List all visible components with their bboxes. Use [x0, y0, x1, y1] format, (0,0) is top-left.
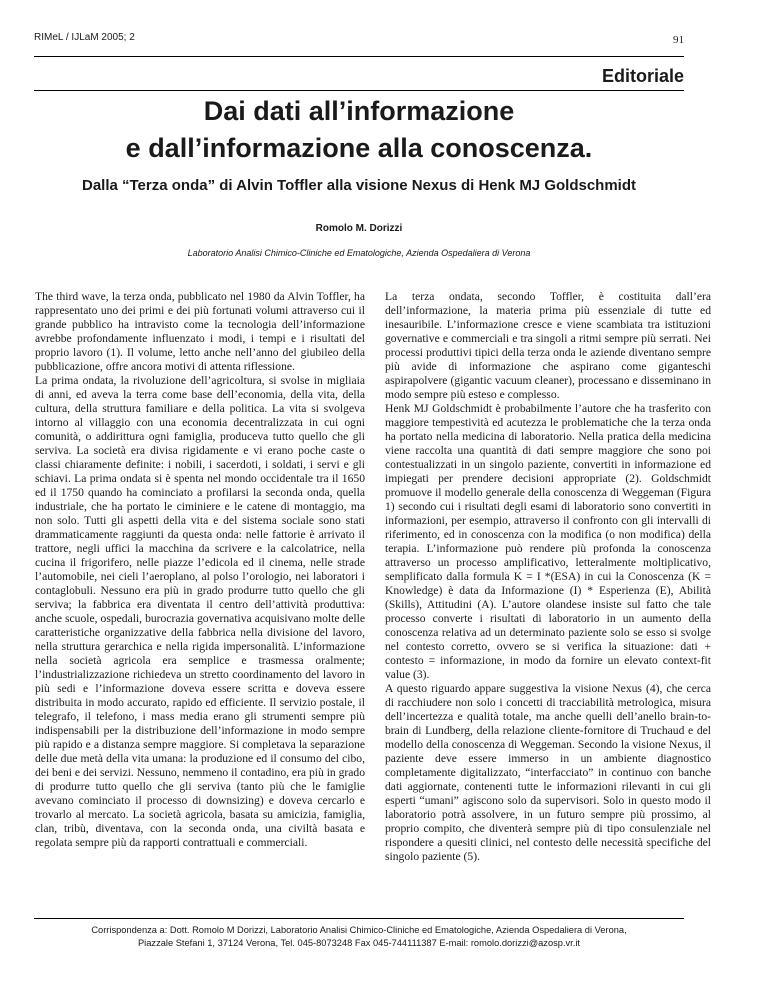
- author-affiliation: Laboratorio Analisi Chimico-Cliniche ed Ematologiche, Azienda Ospedaliera di Verona: [187, 248, 531, 258]
- correspondence-line-1: Corrispondenza a: Dott. Romolo M Dorizzi, Laboratorio Analisi Chimico-Cliniche ed Ematologiche, Azienda Ospedaliera di Verona,: [91, 925, 627, 935]
- section-rule: [34, 90, 684, 91]
- author-name: Romolo M. Dorizzi: [315, 223, 403, 234]
- page-number: 91: [673, 34, 684, 46]
- body-paragraph: A questo riguardo appare suggestiva la visione Nexus (4), che cerca di racchiudere non solo i concetti di tracciabilità metrologica, misura dell’incertezza e qualità totale, ma anche quelli dell’anello brain-to-brain di Lundberg, della relazione cliente-fornitore di Truchaud e del modello della conoscenza di Weggeman. Secondo la visione Nexus, il paziente deve essere immerso in un ambiente diagnostico completamente digitalizzato, “interfacciato” in continuo con banche dati aggiornate, contenenti tutte le informazioni rilevanti in cui gli esperti “umani” agiscono solo da supervisori. Solo in questo modo il laboratorio potrà assolvere, in un futuro sempre più prossimo, al proprio compito, che diventerà sempre più di tipo consulenziale nel rispondere a quesiti clinici, nel contesto delle necessità specifiche del singolo paziente (5).: [385, 682, 711, 863]
- body-paragraph: La terza ondata, secondo Toffler, è costituita dall’era dell’informazione, la materia prima più essenziale di tutte ed inesauribile. L’informazione cresce e viene scambiata tra istituzioni governative e commerciali e tra singoli a ritmi sempre più serrati. Nei processi produttivi tipici della terza onda le aziende diventano sempre più avide di informazione che aspirano come giganteschi aspirapolvere (gigantic vacuum cleaner), processano e disseminano in modo sempre più esteso e complesso.: [385, 290, 711, 401]
- journal-reference: RIMeL / IJLaM 2005; 2: [34, 32, 135, 43]
- body-paragraph: Henk MJ Goldschmidt è probabilmente l’autore che ha trasferito con maggiore tempestività ed acutezza le problematiche che la terza onda ha portato nella medicina di laboratorio. Nella pratica della medicina viene raccolta una quantità di dati sempre maggiore che sono poi contestualizzati in un singolo paziente, convertiti in informazione ed impiegati per prendere decisioni appropriate (2). Goldschmidt promuove il modello generale della conoscenza di Weggeman (Figura 1) secondo cui i risultati degli esami di laboratorio sono convertiti in informazioni, per esempio, attraverso il confronto con gli intervalli di riferimento, ed in conoscenza con la modifica (o non modifica) della terapia. L’informazione può rendere più profonda la conoscenza attraverso un processo amplificativo, letteralmente moltiplicativo, semplificato dalla formula K = I *(ESA) in cui la Conoscenza (K = Knowledge) è data da Informazione (I) * Esperienza (E), Abilità (Skills), Attitudini (A). L’autore olandese insiste sul fatto che tale processo converte i risultati di laboratorio in un aumento della conoscenza relativa ad un determinato paziente solo se esso si svolge nel contesto corretto, ovvero se si verifica la situazione: dati + contesto = informazione, in modo da fornire un elevato context-fit value (3).: [385, 402, 711, 681]
- body-paragraph: La prima ondata, la rivoluzione dell’agricoltura, si svolse in migliaia di anni, ed aveva la terra come base dell’economia, della vita, della cultura, della struttura familiare e della politica. La vita si svolgeva intorno al villaggio con una economia decentralizzata in cui ogni comunità, o addirittura ogni famiglia, produceva tutto quello che gli serviva. La società era divisa rigidamente e vi erano poche caste o classi chiaramente definite: i nobili, i sacerdoti, i soldati, i servi e gli schiavi. La prima ondata si è spenta nel mondo occidentale tra il 1650 ed il 1750 quando ha cominciato a profilarsi la seconda onda, quella industriale, che ha portato le ciminiere e le catene di montaggio, ma non solo. Tutti gli aspetti della vita e del sistema sociale sono stati drammaticamente raggiunti da questa onda: nelle fattorie è arrivato il trattore, negli uffici la macchina da scrivere e la calcolatrice, nella cucina il frigorifero, nelle piazze l’edicola ed il cinema, nelle strade l’automobile, nei cieli l’aeroplano, al polso l’orologio, nei laboratori i contaglobuli. Nessuno era più in grado produrre tutto quello che gli serviva; la fabbrica era diventata il centro dell’attività produttiva: anche scuole, ospedali, burocrazia governativa acquisivano molte delle caratteristiche organizzative della fabbrica nella divisione del lavoro, nella struttura gerarchica e nella rigida impersonalità. L’informazione nella società agricola era semplice e trasmessa oralmente; l’industrializzazione richiedeva un stretto coordinamento del lavoro in più sedi e l’informazione doveva essere scritta e doveva essere distribuita in modo accurato, rapido ed efficiente. Il servizio postale, il telegrafo, il telefono, i mass media erano gli strumenti sempre più indispensabili per la distribuzione dell’informazione in modo sempre più rapido e a distanza sempre maggiore. Si completava la separazione delle due metà della vita umana: la produzione ed il consumo del cibo, dei beni e dei servizi. Nessuno, nemmeno il contadino, era più in grado di produrre tutto quello che gli serviva (tanto più che le famiglie avevano cominciato il processo di downsizing) e doveva cercarlo e trovarlo al mercato. La società agricola, basata su amicizia, famiglia, clan, tribù, diventava, con la seconda onda, una civiltà basata e regolata sempre più da rapporti contrattuali e commerciali.: [35, 374, 366, 849]
- right-column: [385, 290, 711, 864]
- correspondence-footer: [34, 924, 684, 950]
- left-column: [35, 290, 365, 850]
- title-line-1: Dai dati all’informazione: [203, 96, 515, 126]
- title-line-2: e dall’informazione alla conoscenza.: [125, 133, 593, 163]
- article-title: [34, 93, 684, 167]
- correspondence-line-2: Piazzale Stefani 1, 37124 Verona, Tel. 045-8073248 Fax 045-744111387 E-mail: romolo.dorizzi@azosp.vr.it: [137, 938, 580, 948]
- body-paragraph: The third wave, la terza onda, pubblicato nel 1980 da Alvin Toffler, ha rappresentato uno dei primi e dei più fortunati volumi attraverso cui il grande pubblico ha intravisto come la tecnologia dell’informazione avrebbe profondamente influenzato i modi, i tempi e i risultati del proprio lavoro (1). Il volume, letto anche nell’anno del giubileo della pubblicazione, offre ancora motivi di attenta riflessione.: [35, 290, 365, 373]
- section-label: Editoriale: [601, 66, 684, 86]
- article-subtitle: Dalla “Terza onda” di Alvin Toffler alla visione Nexus di Henk MJ Goldschmidt: [81, 177, 636, 194]
- footer-rule: [34, 918, 684, 919]
- header-rule: [34, 56, 684, 57]
